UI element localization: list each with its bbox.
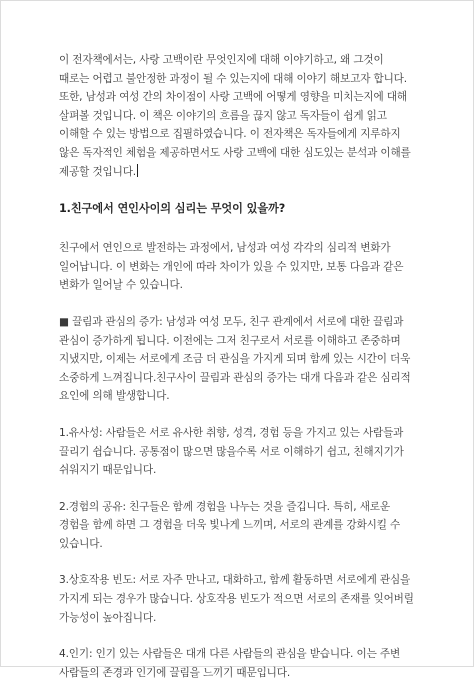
section-heading: 1.친구에서 연인사이의 심리는 무엇이 있을까? — [59, 202, 286, 216]
document-content — [59, 51, 417, 682]
section-lead-paragraph: 친구에서 연인으로 발전하는 과정에서, 남성과 여성 각각의 심리적 변화가 일어납니다. 이 변화는 개인에 따라 차이가 있을 수 있지만, 보통 다음과 같은 변화가 일어날 수 있습니다. — [59, 242, 404, 292]
intro-paragraph — [59, 51, 417, 181]
intro-text: 이 전자책에서는, 사랑 고백이란 무엇인지에 대해 이야기하고, 왜 그것이 때로는 어렵고 불안정한 과정이 될 수 있는지에 대해 이야기 해보고자 합니다. 또한, 남성과 여성 간의 차이점이 사랑 고백에 어떻게 영향을 미치는지에 대해 살펴볼 것입니다. 이 책은 이야기의 흐름을 끊지 않고 독자들이 쉽게 읽고 이해할 수 있는 방법으로 집필하였습니다. 이 전자책은 독자들에게 지루하지 않은 독자적인 체험을 제공하면서도 사랑 고백에 대한 심도있는 분석과 이해를 제공할 것입니다. — [59, 54, 411, 178]
list-item-popularity: 4.인기: 인기 있는 사람들은 대개 다른 사람들의 관심을 받습니다. 이는 주변 사람들의 존경과 인기에 끌림을 느끼기 때문입니다. — [59, 648, 401, 679]
text-cursor — [137, 164, 138, 177]
list-item-similarity: 1.유사성: 사람들은 서로 유사한 취향, 성격, 경험 등을 가지고 있는 사람들과 끌리기 쉽습니다. 공통점이 많으면 많을수록 서로 이해하기 쉽고, 친해지기가 쉬워지기 때문입니다. — [59, 426, 404, 477]
bullet-paragraph: ■ 끌림과 관심의 증가: 남성과 여성 모두, 친구 관계에서 서로에 대한 끌림과 관심이 증가하게 됩니다. 이전에는 그저 친구로서 서로를 이해하고 존중하며 지냈지만, 이제는 서로에게 조금 더 관심을 가지게 되며 함께 있는 시간이 더욱 소중하게 느껴집니다.친구사이 끌림과 관심의 증가는 대개 다음과 같은 심리적 요인에 의해 발생합니다. — [59, 315, 411, 403]
list-item-interaction-frequency: 3.상호작용 빈도: 서로 자주 만나고, 대화하고, 함께 활동하면 서로에게 관심을 가지게 되는 경우가 많습니다. 상호작용 빈도가 적으면 서로의 존재를 잊어버릴 가능성이 높아집니다. — [59, 574, 414, 624]
list-item-shared-experience: 2.경험의 공유: 친구들은 함께 경험을 나누는 것을 즐깁니다. 특히, 새로운 경험을 함께 하면 그 경험을 더욱 빛나게 느끼며, 서로의 관계를 강화시킬 수 있습니다. — [59, 500, 401, 550]
